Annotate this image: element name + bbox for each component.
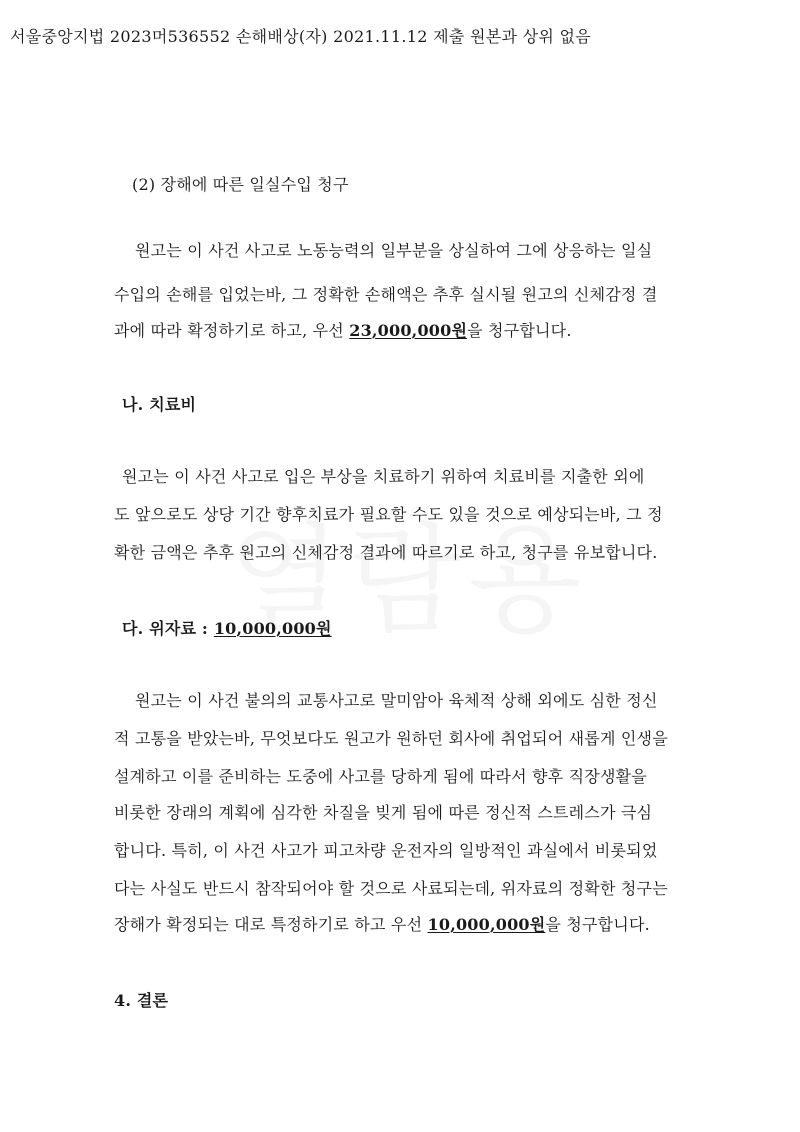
subsection-heading-lost-income: (2) 장해에 따른 일실수입 청구: [132, 175, 349, 194]
paragraph-line: 도 앞으로도 상당 기간 향후치료가 필요할 수도 있을 것으로 예상되는바, 그 정: [114, 505, 663, 524]
text-fragment: 장해가 확정되는 대로 특정하기로 하고 우선: [114, 915, 428, 934]
text-fragment: 을 청구합니다.: [467, 321, 572, 340]
claim-amount: 23,000,000원: [349, 321, 468, 340]
paragraph-line: 비롯한 장래의 계획에 심각한 차질을 빚게 됨에 따른 정신적 스트레스가 극심: [114, 803, 653, 822]
section-heading-conclusion: 4. 결론: [114, 991, 169, 1010]
paragraph-line: 합니다. 특히, 이 사건 사고가 피고차량 운전자의 일방적인 과실에서 비롯되었: [114, 841, 658, 860]
text-fragment: 을 청구합니다.: [545, 915, 650, 934]
court-header: 서울중앙지법 2023머536552 손해배상(자) 2021.11.12 제출 원본과 상위 없음: [10, 27, 592, 46]
claim-amount: 10,000,000원: [427, 915, 546, 934]
paragraph-line: 원고는 이 사건 사고로 노동능력의 일부분을 상실하여 그에 상응하는 일실: [135, 241, 653, 260]
section-heading-medical-expenses: 나. 치료비: [122, 395, 197, 414]
paragraph-line: [114, 912, 650, 935]
paragraph-line: 원고는 이 사건 불의의 교통사고로 말미암아 육체적 상해 외에도 심한 정신: [135, 691, 658, 710]
paragraph-line: [114, 318, 572, 341]
paragraph-line: 수입의 손해를 입었는바, 그 정확한 손해액은 추후 실시될 원고의 신체감정 결: [114, 285, 658, 304]
heading-text: 다. 위자료 :: [122, 619, 214, 638]
paragraph-line: 적 고통을 받았는바, 무엇보다도 원고가 원하던 회사에 취업되어 새롭게 인생을: [114, 729, 668, 748]
claim-amount: 10,000,000원: [213, 619, 332, 638]
text-fragment: 과에 따라 확정하기로 하고, 우선: [114, 321, 350, 340]
paragraph-line: 확한 금액은 추후 원고의 신체감정 결과에 따르기로 하고, 청구를 유보합니다.: [114, 543, 658, 562]
paragraph-line: 다는 사실도 반드시 참작되어야 할 것으로 사료되는데, 위자료의 정확한 청구는: [114, 879, 668, 898]
paragraph-line: 원고는 이 사건 사고로 입은 부상을 치료하기 위하여 치료비를 지출한 외에: [122, 467, 645, 486]
paragraph-line: 설계하고 이를 준비하는 도중에 사고를 당하게 됨에 따라서 향후 직장생활을: [114, 767, 647, 786]
section-heading-consolation-money: [122, 616, 332, 639]
